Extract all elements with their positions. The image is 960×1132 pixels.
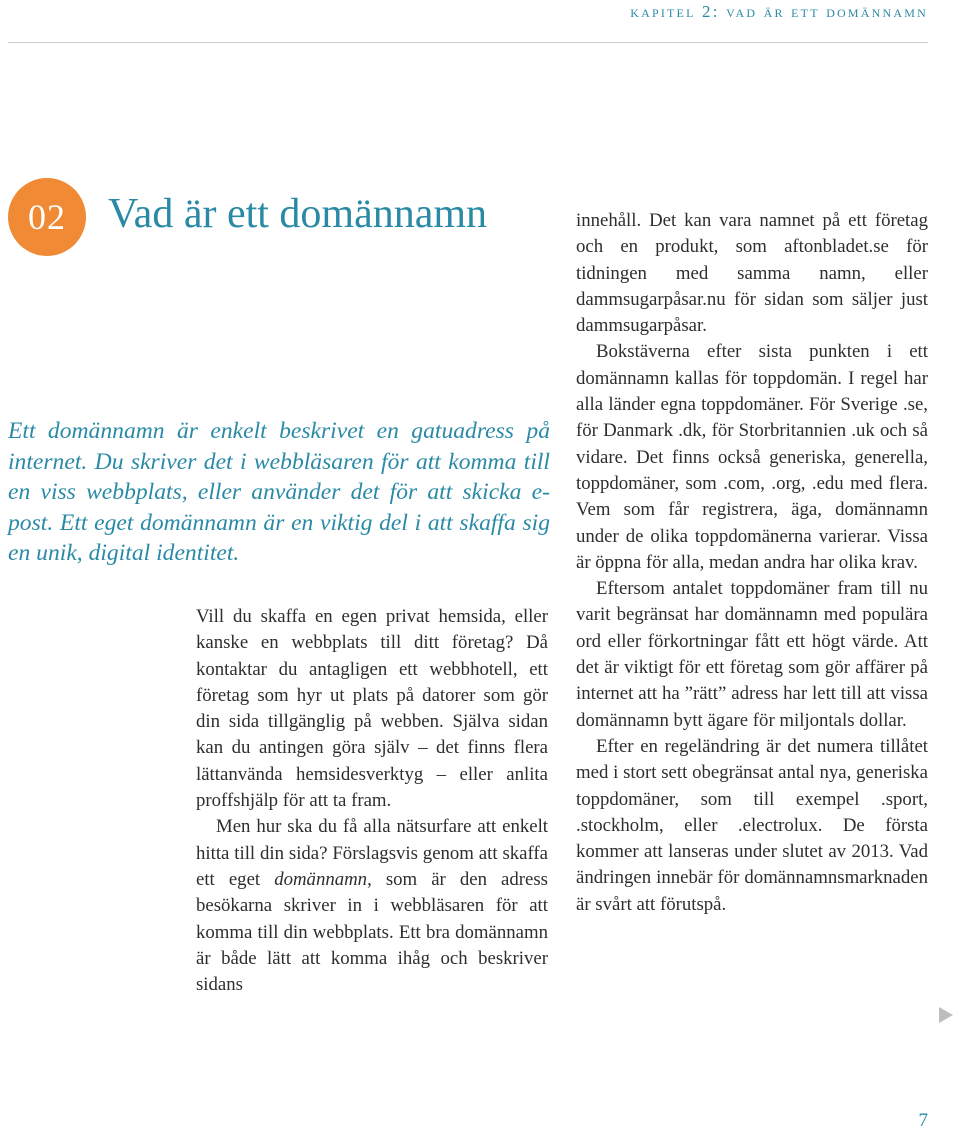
lead-paragraph: Ett domännamn är enkelt beskrivet en gatuadress på internet. Du skriver det i webbläsaren för att komma till en viss webbplats, eller använder det för att skicka e-post. Ett eget domännamn är en viktig del i att skaffa sig en unik, digital identitet. [8, 418, 550, 566]
chapter-number-badge: 02 [8, 178, 86, 256]
header-divider [8, 42, 928, 43]
emphasized-term: domännamn [274, 868, 368, 890]
body-paragraph: Efter en regeländring är det numera tillåtet med i stort sett obegränsat antal nya, generiska toppdomäner, som till exempel .sport, .stockholm, eller .electrolux. De första kommer att lanseras under slutet av 2013. Vad ändringen innebär för domännamnsmarknaden är svårt att förutspå. [576, 735, 928, 915]
left-text-column [196, 604, 548, 998]
body-paragraph: Vill du skaffa en egen privat hemsida, eller kanske en webbplats till ditt företag? Då kontaktar du antagligen ett webbhotell, ett företag som hyr ut plats på datorer som gör din sida tillgänglig på webben. Själva sidan kan du antingen göra själv – det finns flera lättanvända hemsidesverktyg – eller anlita proffshjälp för att ta fram. [196, 606, 548, 812]
right-text-column [576, 208, 928, 918]
page-number: 7 [918, 1110, 928, 1131]
triangle-right-icon [939, 1007, 953, 1023]
body-text: Men hur ska du få alla nätsurfare att enkelt hitta till din sida? Förslagsvis genom att skaffa ett eget [196, 816, 548, 890]
body-paragraph: Eftersom antalet toppdomäner fram till nu varit begränsat har domännamn med populära ord eller förkortningar fått ett högt värde. Att det är viktigt för ett företag som gör affärer på internet att ha ”rätt” adress har lett till att vissa domännamn bytt ägare för miljontals dollar. [576, 578, 928, 731]
body-paragraph: innehåll. Det kan vara namnet på ett företag och en produkt, som aftonbladet.se för tidningen med samma namn, eller dammsugarpåsar.nu för sidan som säljer just dammsugarpåsar. [576, 210, 928, 337]
chapter-title: Vad är ett domännamn [108, 191, 488, 237]
body-paragraph: Bokstäverna efter sista punkten i ett domännamn kallas för toppdomän. I regel har alla länder egna toppdomäner. För Sverige .se, för Danmark .dk, för Storbritannien .uk och så vidare. Det finns också generiska, generella, toppdomäner, som .com, .org, .edu med flera. Vem som får registrera, äga, domännamn under de olika toppdomänerna varierar. Vissa är öppna för alla, medan andra har olika krav. [576, 341, 928, 573]
running-header: kapitel 2: vad är ett domännamn [630, 2, 928, 21]
body-text: , som är den adress besökarna skriver in i webbläsaren för att komma till din webbplats. Ett bra domännamn är både lätt att komma ihåg och beskriver sidans [196, 868, 548, 996]
body-paragraph [196, 814, 548, 998]
